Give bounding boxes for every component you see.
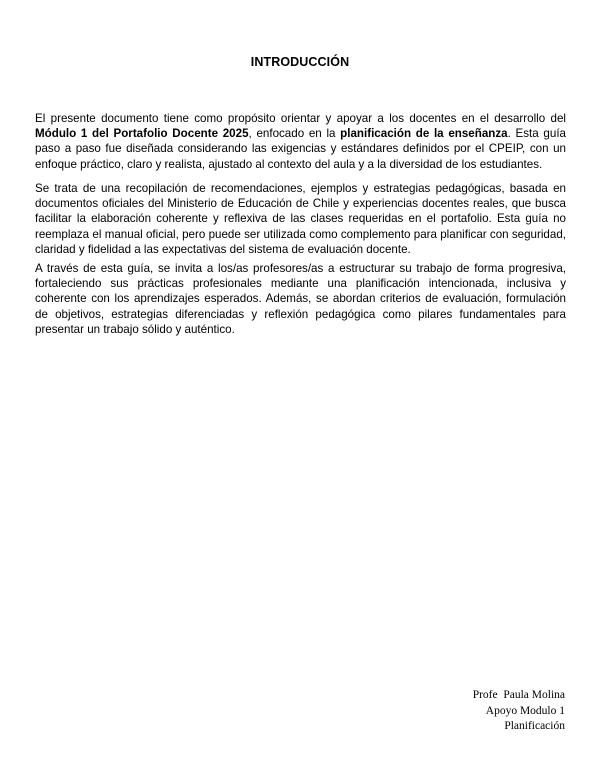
signature-role: Apoyo Modulo 1 [485, 704, 565, 717]
paragraph-1-bold-planning: planificación de la enseñanza [340, 127, 508, 141]
page-title: INTRODUCCIÓN [250, 55, 350, 69]
paragraph-1-bold-module: Módulo 1 del Portafolio Docente 2025 [35, 127, 249, 141]
paragraph-1-text-a: El presente documento tiene como propósito orientar y apoyar a los docentes en el desarrollo del [35, 112, 566, 125]
paragraph-1-text-c: . Esta guía paso a paso fue diseñada considerando las exigencias y estándares definidos por el CPEIP, con un enfoque práctico, claro y realista, ajustado al contexto del aula y a la diversidad de los estudiantes. [35, 127, 566, 171]
intro-paragraph-3: A través de esta guía, se invita a los/as profesores/as a estructurar su trabajo de forma progresiva, fortaleciendo sus prácticas profesionales mediante una planificación intencionada, inclusiva y coherente con los aprendizajes esperados. Además, se abordan criterios de evaluación, formulación de objetivos, estrategias diferenciadas y reflexión pedagógica como pilares fundamentales para presentar un trabajo sólido y auténtico. [35, 262, 566, 336]
signature-block [473, 688, 565, 735]
intro-paragraph-2: Se trata de una recopilación de recomendaciones, ejemplos y estrategias pedagógicas, basada en documentos oficiales del Ministerio de Educación de Chile y experiencias docentes reales, que busca facilitar la elaboración coherente y reflexiva de las clases requeridas en el portafolio. Esta guía no reemplaza el manual oficial, pero puede ser utilizada como complemento para planificar con seguridad, claridad y fidelidad a las expectativas del sistema de evaluación docente. [35, 182, 566, 256]
intro-paragraph-1 [35, 111, 566, 172]
signature-author: Profe Paula Molina [472, 689, 565, 701]
paragraph-1-text-b: , enfocado en la [248, 127, 341, 141]
signature-topic: Planificación [504, 720, 565, 732]
